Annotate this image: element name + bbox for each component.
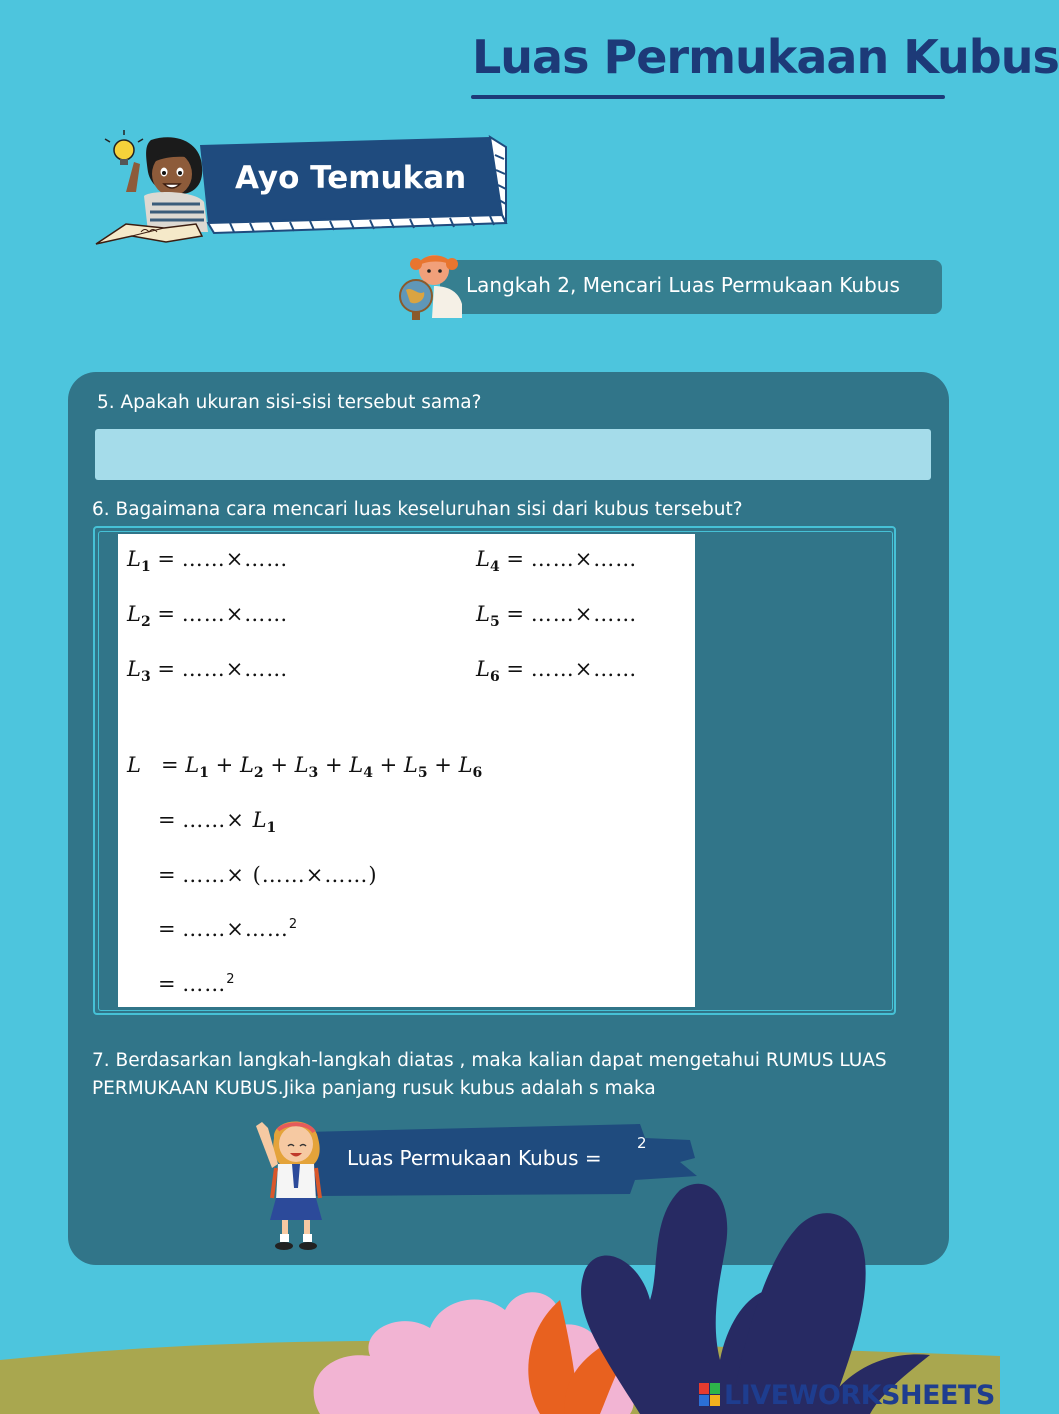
- student-reading-illustration: [96, 132, 216, 250]
- step-label: Langkah 2, Mencari Luas Permukaan Kubus: [466, 273, 900, 297]
- title-underline: [471, 95, 945, 99]
- formula-l5: $L_5$ = ……×……: [476, 602, 638, 630]
- formula-l6: $L_6$ = ……×……: [476, 657, 638, 685]
- section-banner-title: Ayo Temukan: [235, 160, 467, 196]
- formula-step-3: = ……×……$^2$: [158, 917, 298, 941]
- formula-answer-exponent: 2: [637, 1134, 647, 1152]
- formula-step-2: = ……× (……×……): [158, 863, 378, 887]
- formula-l3: $L_3$ = ……×……: [127, 657, 289, 685]
- formula-total-sum: L = $L_1 + L_2 + L_3 + L_4 + L_5 + L_6$: [127, 753, 483, 781]
- watermark: LIVEWORKSHEETS: [724, 1380, 995, 1411]
- formula-l2: $L_2$ = ……×……: [127, 602, 289, 630]
- formula-answer-label: Luas Permukaan Kubus =: [347, 1146, 602, 1170]
- page-title: Luas Permukaan Kubus: [472, 30, 1059, 84]
- formula-step-1: = ……× $L_1$: [158, 808, 277, 836]
- formula-l1: $L_1$ = ……×……: [127, 547, 289, 575]
- formula-l4: $L_4$ = ……×……: [476, 547, 638, 575]
- question-7: 7. Berdasarkan langkah-langkah diatas , maka kalian dapat mengetahui RUMUS LUAS PERMUKAAN KUBUS.Jika panjang rusuk kubus adalah s maka: [92, 1050, 887, 1099]
- question-5: 5. Apakah ukuran sisi-sisi tersebut sama?: [97, 392, 482, 413]
- question-6: 6. Bagaimana cara mencari luas keseluruhan sisi dari kubus tersebut?: [92, 499, 743, 520]
- liveworksheets-logo-icon: [699, 1383, 721, 1407]
- decorative-plants: [0, 1160, 1000, 1414]
- student-globe-illustration: [396, 252, 468, 322]
- formula-step-4: = ……$^2$: [158, 972, 235, 996]
- schoolgirl-illustration: [252, 1108, 342, 1253]
- answer-5-input[interactable]: [95, 429, 931, 480]
